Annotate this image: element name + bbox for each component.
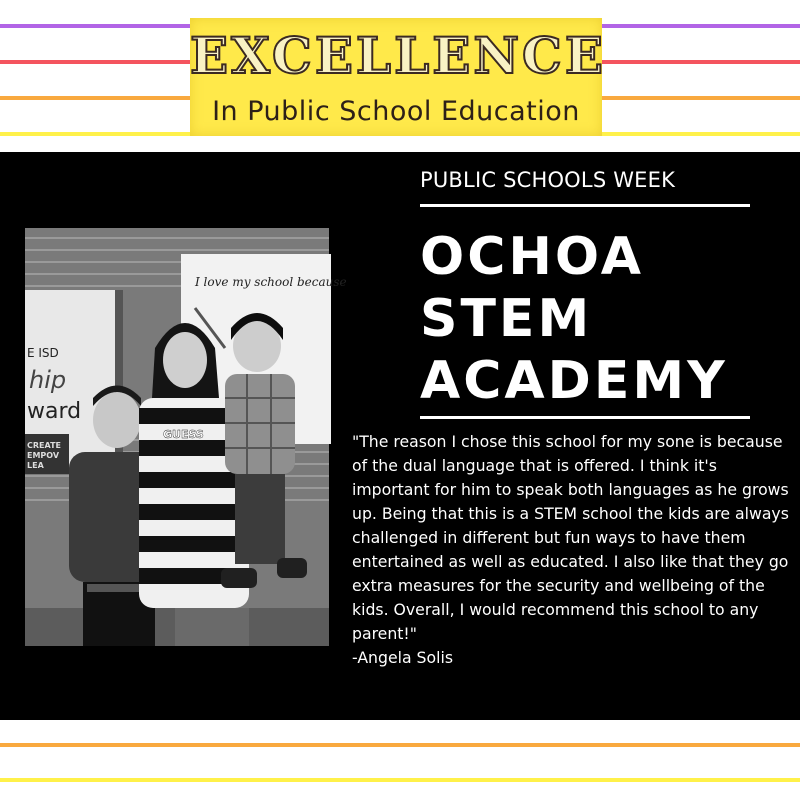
sign-text-3: ward	[27, 399, 82, 424]
feature-panel	[0, 152, 800, 720]
banner-title: EXCELLENCE	[190, 26, 606, 85]
poster-text: I love my school because	[195, 275, 347, 289]
school-name-line-3: ACADEMY	[420, 351, 728, 411]
school-name-line-2: STEM	[420, 289, 593, 349]
public-schools-week-label: PUBLIC SCHOOLS WEEK	[420, 168, 676, 192]
mother-head	[163, 332, 207, 388]
testimonial	[352, 430, 792, 670]
testimonial-author: -Angela Solis	[352, 648, 454, 667]
stripe-yellow-bottom	[0, 778, 800, 782]
sign-text-1: E ISD	[27, 346, 59, 360]
school-name-line-1: OCHOA	[420, 227, 644, 287]
divider-top	[420, 204, 750, 207]
sign-small-2: EMPOV	[27, 451, 60, 460]
family-photo	[25, 228, 347, 646]
testimonial-quote: "The reason I chose this school for my sone is because of the dual language that is offered. I think it's important for him to speak both languages as he grows up. Being that this is a STEM school the kids are always challenged in different but fun ways to have them entertained as well as educated. I also like that they go extra measures for the security and wellbeing of the kids. Overall, I would recommend this school to any parent!"	[352, 432, 789, 643]
banner-subtitle: In Public School Education	[212, 96, 580, 127]
sign-small-1: CREATE	[27, 441, 61, 450]
boy-head	[93, 392, 141, 448]
school-name	[420, 226, 790, 412]
divider-bottom	[420, 416, 750, 419]
sign-text-2: hip	[29, 366, 67, 394]
family-photo-illustration	[25, 228, 347, 646]
sign-small-3: LEA	[27, 461, 44, 470]
shirt-logo: GUESS	[163, 428, 204, 441]
stripe-orange-bottom	[0, 743, 800, 747]
excellence-banner	[190, 18, 606, 136]
